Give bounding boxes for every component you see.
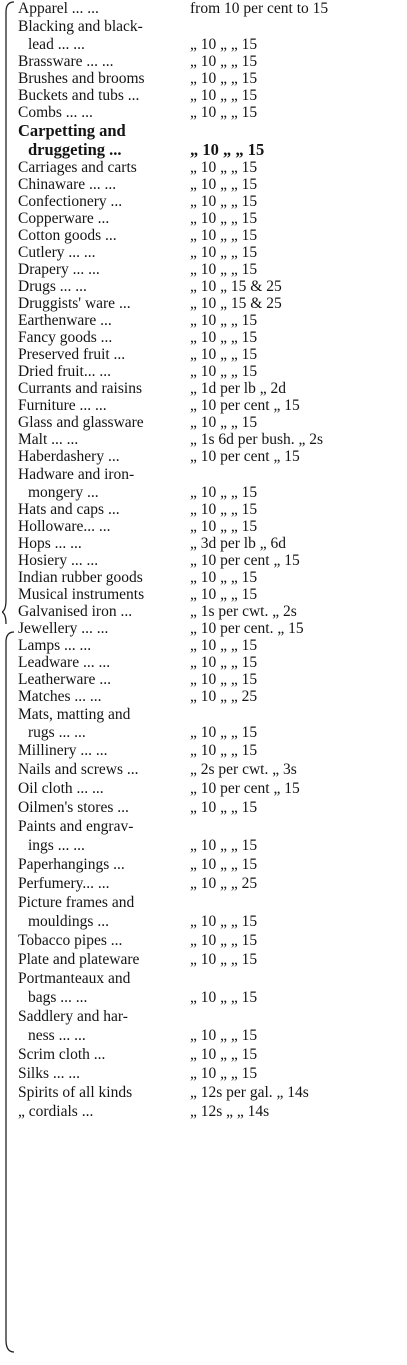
item-name: Musical instruments	[18, 586, 145, 603]
tariff-row-line	[18, 87, 407, 104]
item-name: Hosiery ... ...	[18, 552, 99, 569]
duty-rate: „ 10 per cent „ 15	[190, 448, 300, 465]
tariff-row-line	[18, 227, 407, 244]
tariff-row	[18, 654, 407, 671]
item-name: Brassware ... ...	[18, 53, 114, 70]
item-name: Brushes and brooms	[18, 70, 145, 87]
tariff-row	[18, 244, 407, 261]
duty-rate: „ 10 „ „ 15	[190, 53, 258, 70]
item-name: Malt ... ...	[18, 431, 79, 448]
item-name: Furniture ... ...	[18, 397, 107, 414]
tariff-row-line	[18, 36, 407, 53]
item-name: Apparel ... ...	[18, 0, 99, 17]
tariff-row	[18, 535, 407, 552]
tariff-row	[18, 210, 407, 227]
duty-rate: „ 10 „ „ 15	[190, 837, 258, 854]
tariff-row	[18, 329, 407, 346]
tariff-row	[18, 448, 407, 465]
duty-rate: „ 10 „ „ 15	[190, 654, 258, 671]
tariff-row	[18, 671, 407, 688]
tariff-row	[18, 637, 407, 654]
tariff-row	[18, 193, 407, 210]
duty-rate: „ 1s per cwt. „ 2s	[190, 603, 297, 620]
tariff-row	[18, 620, 407, 637]
tariff-row-line	[18, 1045, 407, 1064]
tariff-row-line	[18, 448, 407, 465]
item-name: Spirits of all kinds	[18, 1084, 133, 1101]
item-name: Drugs ... ...	[18, 278, 87, 295]
duty-rate: „ 10 „ „ 15	[190, 518, 258, 535]
item-name: Matches ... ...	[18, 688, 102, 705]
duty-rate: „ 10 „ „ 15	[190, 742, 258, 759]
tariff-row-line	[18, 950, 407, 969]
duty-rate: „ 3d per lb „ 6d	[190, 535, 286, 552]
duty-rate: „ 10 „ „ 15	[190, 210, 258, 227]
tariff-row	[18, 569, 407, 586]
duty-rate: „ 10 „ „ 15	[190, 484, 258, 501]
item-name: Fancy goods ...	[18, 329, 113, 346]
duty-rate: „ 10 „ „ 15	[190, 70, 258, 87]
duty-rate: „ 10 „ „ 15	[190, 932, 258, 949]
tariff-row-line	[18, 654, 407, 671]
tariff-row	[18, 705, 407, 741]
tariff-row	[18, 552, 407, 569]
item-name: Nails and screws ...	[18, 761, 139, 778]
tariff-row	[18, 0, 407, 17]
tariff-row-line	[18, 159, 407, 176]
duty-rate: „ 10 „ „ 15	[190, 414, 258, 431]
item-name: Leatherware ...	[18, 671, 111, 688]
item-name: Earthenware ...	[18, 312, 112, 329]
tariff-row-line	[18, 912, 407, 931]
tariff-row-line	[18, 397, 407, 414]
duty-rate: „ 10 „ „ 15	[190, 159, 258, 176]
duty-rate: „ 10 „ „ 15	[190, 176, 258, 193]
duty-rate: „ 10 „ „ 15	[190, 312, 258, 329]
tariff-row-line	[18, 586, 407, 603]
tariff-row-line	[18, 552, 407, 569]
tariff-row-line	[18, 724, 407, 741]
item-name: Millinery ... ...	[18, 742, 108, 759]
tariff-row	[18, 53, 407, 70]
tariff-row-line	[18, 705, 407, 724]
tariff-row	[18, 465, 407, 501]
item-name: Confectionery ...	[18, 193, 123, 210]
tariff-row-line	[18, 380, 407, 397]
tariff-row	[18, 380, 407, 397]
tariff-row-line	[18, 603, 407, 620]
duty-rate: „ 2s per cwt. „ 3s	[190, 761, 297, 778]
duty-rate: „ 1d per lb „ 2d	[190, 380, 286, 397]
tariff-row	[18, 741, 407, 760]
item-name: Portmanteaux and	[18, 970, 131, 987]
tariff-row	[18, 950, 407, 969]
item-name: Paperhangings ...	[18, 856, 125, 873]
tariff-row-line	[18, 1026, 407, 1045]
tariff-row-line	[18, 1102, 407, 1121]
item-name: Currants and raisins	[18, 380, 142, 397]
duty-rate: „ 10 „ „ 15	[190, 1065, 258, 1082]
tariff-row	[18, 1007, 407, 1045]
item-name: Oil cloth ... ...	[18, 780, 104, 797]
item-name: lead ... ...	[28, 36, 85, 53]
item-name: Copperware ...	[18, 210, 110, 227]
item-name: Scrim cloth ...	[18, 1046, 106, 1063]
tariff-row-line	[18, 70, 407, 87]
item-name: „ cordials ...	[18, 1103, 94, 1120]
tariff-row-line	[18, 140, 407, 159]
tariff-row-line	[18, 414, 407, 431]
item-name: Druggists' ware ...	[18, 295, 131, 312]
tariff-row-line	[18, 501, 407, 518]
item-name: mongery ...	[28, 484, 99, 501]
tariff-row-line	[18, 104, 407, 121]
duty-rate: „ 10 „ „ 15	[190, 193, 258, 210]
item-name: Lamps ... ...	[18, 637, 92, 654]
item-name: Galvanised iron ...	[18, 603, 133, 620]
duty-rate: „ 1s 6d per bush. „ 2s	[190, 431, 324, 448]
item-name: druggeting ...	[28, 140, 122, 159]
tariff-row	[18, 159, 407, 176]
item-name: Jewellery ... ...	[18, 620, 109, 637]
tariff-row-line	[18, 535, 407, 552]
tariff-row-line	[18, 1007, 407, 1026]
tariff-row	[18, 603, 407, 620]
tariff-row	[18, 346, 407, 363]
item-name: Haberdashery ...	[18, 448, 120, 465]
tariff-row-line	[18, 295, 407, 312]
tariff-row-line	[18, 329, 407, 346]
duty-rate: „ 10 per cent. „ 15	[190, 620, 304, 637]
tariff-row	[18, 931, 407, 950]
tariff-row	[18, 87, 407, 104]
item-name: Holloware... ...	[18, 518, 111, 535]
tariff-row	[18, 518, 407, 535]
tariff-row-line	[18, 121, 407, 140]
tariff-row-line	[18, 431, 407, 448]
item-name: Hadware and iron-	[18, 466, 135, 483]
tariff-row	[18, 688, 407, 705]
item-name: Tobacco pipes ...	[18, 932, 123, 949]
tariff-table	[18, 0, 407, 1121]
tariff-row-line	[18, 261, 407, 278]
tariff-row-line	[18, 53, 407, 70]
item-name: Cotton goods ...	[18, 227, 117, 244]
duty-rate: „ 10 „ „ 15	[190, 140, 265, 159]
tariff-row-line	[18, 484, 407, 501]
duty-rate: „ 10 „ „ 15	[190, 569, 258, 586]
tariff-row-line	[18, 671, 407, 688]
duty-rate: „ 10 „ „ 15	[190, 104, 258, 121]
item-name: Silks ... ...	[18, 1065, 81, 1082]
tariff-row-line	[18, 346, 407, 363]
tariff-row-line	[18, 637, 407, 654]
duty-rate: „ 10 „ „ 15	[190, 1027, 258, 1044]
item-name: Carpetting and	[18, 121, 126, 140]
item-name: Indian rubber goods	[18, 569, 143, 586]
duty-rate: „ 10 „ „ 15	[190, 671, 258, 688]
tariff-row-line	[18, 244, 407, 261]
tariff-row	[18, 893, 407, 931]
tariff-row-line	[18, 836, 407, 855]
tariff-row-line	[18, 569, 407, 586]
tariff-row-line	[18, 1083, 407, 1102]
tariff-row-line	[18, 874, 407, 893]
tariff-row-line	[18, 893, 407, 912]
tariff-row-line	[18, 210, 407, 227]
item-name: ings ... ...	[28, 837, 85, 854]
item-name: Leadware ... ...	[18, 654, 111, 671]
duty-rate: „ 12s „ „ 14s	[190, 1103, 270, 1120]
duty-rate: „ 10 „ 15 & 25	[190, 278, 282, 295]
tariff-row	[18, 104, 407, 121]
tariff-row-line	[18, 969, 407, 988]
tariff-row	[18, 779, 407, 798]
duty-rate: „ 10 „ „ 15	[190, 244, 258, 261]
tariff-row	[18, 70, 407, 87]
tariff-row	[18, 874, 407, 893]
tariff-row-line	[18, 931, 407, 950]
tariff-row-line	[18, 278, 407, 295]
tariff-row-line	[18, 193, 407, 210]
duty-rate: „ 10 „ „ 25	[190, 688, 258, 705]
tariff-row	[18, 295, 407, 312]
tariff-row-line	[18, 17, 407, 36]
item-name: Glass and glassware	[18, 414, 144, 431]
item-name: Dried fruit... ...	[18, 363, 111, 380]
tariff-row	[18, 760, 407, 779]
tariff-row-line	[18, 779, 407, 798]
item-name: Picture frames and	[18, 894, 135, 911]
tariff-row-line	[18, 988, 407, 1007]
tariff-row-line	[18, 688, 407, 705]
tariff-row	[18, 227, 407, 244]
item-name: Paints and engrav-	[18, 818, 134, 835]
tariff-row	[18, 798, 407, 817]
tariff-row	[18, 261, 407, 278]
tariff-row-line	[18, 817, 407, 836]
item-name: Chinaware ... ...	[18, 176, 117, 193]
duty-rate: „ 10 per cent „ 15	[190, 552, 300, 569]
item-name: rugs ... ...	[28, 724, 86, 741]
tariff-row	[18, 278, 407, 295]
duty-rate: from 10 per cent to 15	[190, 0, 329, 17]
tariff-row-line	[18, 465, 407, 484]
item-name: Carriages and carts	[18, 159, 137, 176]
duty-rate: „ 10 „ „ 15	[190, 1046, 258, 1063]
tariff-row-line	[18, 518, 407, 535]
item-name: Buckets and tubs ...	[18, 87, 140, 104]
tariff-row-line	[18, 798, 407, 817]
duty-rate: „ 10 „ „ 15	[190, 363, 258, 380]
duty-rate: „ 10 „ „ 15	[190, 346, 258, 363]
item-name: Blacking and black-	[18, 18, 143, 35]
tariff-row	[18, 817, 407, 855]
duty-rate: „ 10 „ „ 25	[190, 875, 258, 892]
tariff-row-line	[18, 176, 407, 193]
tariff-row-line	[18, 760, 407, 779]
duty-rate: „ 10 „ „ 15	[190, 913, 258, 930]
tariff-row	[18, 586, 407, 603]
item-name: Plate and plateware	[18, 951, 140, 968]
duty-rate: „ 10 „ „ 15	[190, 586, 258, 603]
item-name: Hops ... ...	[18, 535, 82, 552]
item-name: Preserved fruit ...	[18, 346, 126, 363]
tariff-row	[18, 1083, 407, 1102]
tariff-row	[18, 121, 407, 159]
duty-rate: „ 10 „ „ 15	[190, 951, 258, 968]
item-name: Cutlery ... ...	[18, 244, 96, 261]
tariff-row	[18, 1064, 407, 1083]
item-name: Saddlery and har-	[18, 1008, 128, 1025]
duty-rate: „ 10 per cent „ 15	[190, 397, 300, 414]
item-name: Drapery ... ...	[18, 261, 100, 278]
tariff-row-line	[18, 1064, 407, 1083]
tariff-row	[18, 176, 407, 193]
tariff-row	[18, 17, 407, 53]
tariff-row	[18, 969, 407, 1007]
tariff-row-line	[18, 312, 407, 329]
tariff-row-line	[18, 855, 407, 874]
tariff-row	[18, 312, 407, 329]
duty-rate: „ 10 „ „ 15	[190, 799, 258, 816]
item-name: Perfumery... ...	[18, 875, 110, 892]
duty-rate: „ 10 „ „ 15	[190, 227, 258, 244]
duty-rate: „ 12s per gal. „ 14s	[190, 1084, 309, 1101]
duty-rate: „ 10 „ „ 15	[190, 501, 258, 518]
item-name: Mats, matting and	[18, 706, 131, 723]
duty-rate: „ 10 „ „ 15	[190, 989, 258, 1006]
duty-rate: „ 10 „ „ 15	[190, 329, 258, 346]
item-name: ness ... ...	[28, 1027, 86, 1044]
item-name: Hats and caps ...	[18, 501, 120, 518]
tariff-row	[18, 501, 407, 518]
duty-rate: „ 10 „ „ 15	[190, 856, 258, 873]
duty-rate: „ 10 per cent „ 15	[190, 780, 300, 797]
tariff-row	[18, 397, 407, 414]
duty-rate: „ 10 „ „ 15	[190, 637, 258, 654]
duty-rate: „ 10 „ „ 15	[190, 724, 258, 741]
tariff-row-line	[18, 741, 407, 760]
item-name: Combs ... ...	[18, 104, 93, 121]
duty-rate: „ 10 „ „ 15	[190, 36, 258, 53]
tariff-row	[18, 431, 407, 448]
tariff-row	[18, 1102, 407, 1121]
item-name: Oilmen's stores ...	[18, 799, 129, 816]
tariff-row-line	[18, 620, 407, 637]
item-name: bags ... ...	[28, 989, 88, 1006]
item-name: mouldings ...	[28, 913, 109, 930]
tariff-row-line	[18, 0, 407, 17]
duty-rate: „ 10 „ „ 15	[190, 261, 258, 278]
tariff-row	[18, 414, 407, 431]
tariff-row	[18, 363, 407, 380]
tariff-row-line	[18, 363, 407, 380]
tariff-row	[18, 855, 407, 874]
tariff-row	[18, 1045, 407, 1064]
bracket-brace	[2, 0, 16, 1365]
duty-rate: „ 10 „ „ 15	[190, 87, 258, 104]
duty-rate: „ 10 „ 15 & 25	[190, 295, 282, 312]
